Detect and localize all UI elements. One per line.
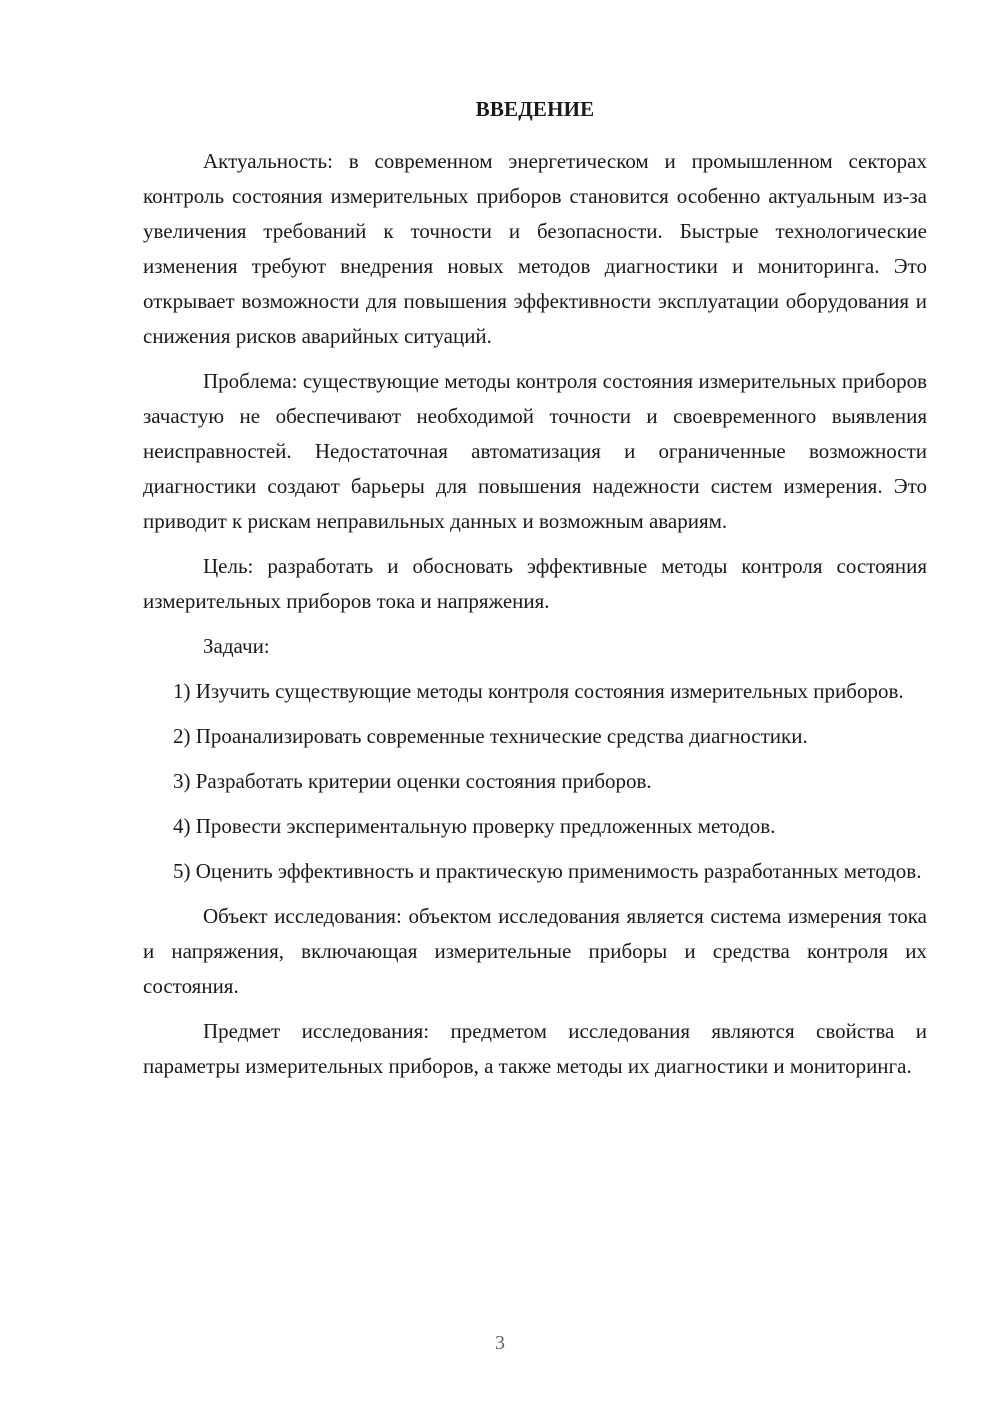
- task-item-5: 5) Оценить эффективность и практическую применимость разработанных методов.: [173, 859, 922, 883]
- task-item-3: 3) Разработать критерии оценки состояния приборов.: [173, 769, 652, 793]
- tasks-label: Задачи:: [203, 634, 270, 658]
- paragraph-subject: Предмет исследования: предметом исследования являются свойства и параметры измерительных приборов, а также методы их диагностики и мониторинга.: [143, 1019, 927, 1078]
- task-item-4: 4) Провести экспериментальную проверку предложенных методов.: [173, 814, 776, 838]
- task-item-1: 1) Изучить существующие методы контроля состояния измерительных приборов.: [173, 679, 904, 703]
- paragraph-object: Объект исследования: объектом исследования является система измерения тока и напряжения, включающая измерительные приборы и средства контроля их состояния.: [143, 904, 927, 998]
- section-heading: ВВЕДЕНИЕ: [475, 97, 595, 121]
- document-page: [143, 94, 927, 1084]
- task-item-2: 2) Проанализировать современные технические средства диагностики.: [173, 724, 808, 748]
- page-number: 3: [495, 1332, 505, 1354]
- paragraph-goal: Цель: разработать и обосновать эффективные методы контроля состояния измерительных приборов тока и напряжения.: [143, 554, 927, 613]
- paragraph-problem: Проблема: существующие методы контроля состояния измерительных приборов зачастую не обеспечивают необходимой точности и своевременного выявления неисправностей. Недостаточная автоматизация и ограниченные возможности диагностики создают барьеры для повышения надежности систем измерения. Это приводит к рискам неправильных данных и возможным авариям.: [143, 369, 927, 533]
- paragraph-relevance: Актуальность: в современном энергетическом и промышленном секторах контроль состояния измерительных приборов становится особенно актуальным из-за увеличения требований к точности и безопасности. Быстрые технологические изменения требуют внедрения новых методов диагностики и мониторинга. Это открывает возможности для повышения эффективности эксплуатации оборудования и снижения рисков аварийных ситуаций.: [143, 149, 927, 348]
